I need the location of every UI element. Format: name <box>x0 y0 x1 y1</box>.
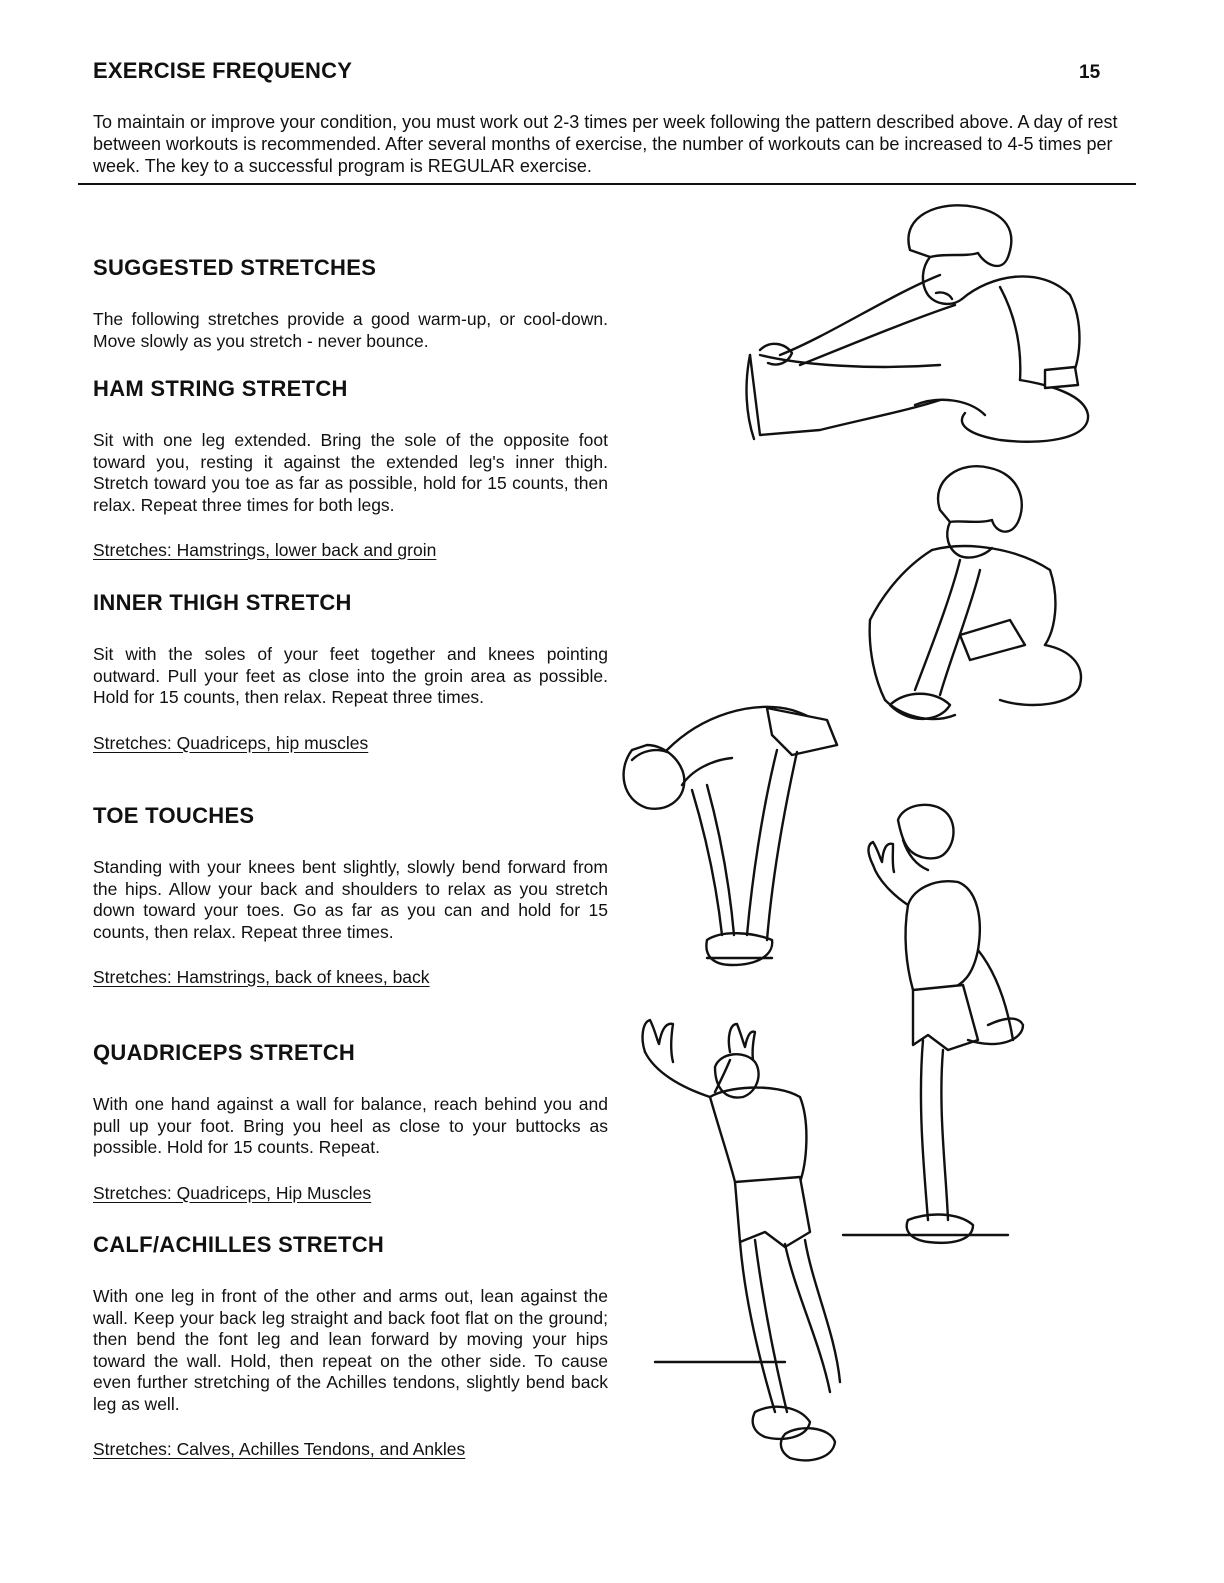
hamstring-stretches-label: Stretches: Hamstrings, lower back and groin <box>93 540 437 560</box>
toe-touches-heading: TOE TOUCHES <box>93 803 255 828</box>
suggested-stretches-text: The following stretches provide a good warm-up, or cool-down. Move slowly as you stretch - never bounce. <box>93 309 608 351</box>
wall-calf-stretch-illustration <box>635 1012 845 1482</box>
toe-touches-stretches-label: Stretches: Hamstrings, back of knees, back <box>93 967 430 987</box>
calf-achilles-text: With one leg in front of the other and arms out, lean against the wall. Keep your back leg straight and back foot flat on the ground; then bend the font leg and lean forward by moving your hips toward the wall. Hold, then repeat on the other side. To cause even further stretching of the Achilles tendons, slightly bend back leg as well. <box>93 1286 608 1414</box>
seated-hamstring-stretch-illustration <box>740 195 1100 455</box>
page-number: 15 <box>1079 62 1101 83</box>
hamstring-text: Sit with one leg extended. Bring the sole of the opposite foot toward you, resting it against the extended leg's inner thigh. Stretch toward you toe as far as possible, hold for 15 counts, then relax. Repeat three times for both legs. <box>93 430 608 515</box>
calf-achilles-section <box>93 1232 608 1460</box>
divider-rule <box>78 183 1136 185</box>
inner-thigh-stretches-label: Stretches: Quadriceps, hip muscles <box>93 732 369 753</box>
seated-inner-thigh-stretch-illustration <box>860 460 1090 735</box>
inner-thigh-text: Sit with the soles of your feet together and knees pointing outward. Pull your feet as close into the groin area as possible. Hold for 15 counts, then relax. Repeat three times. <box>93 644 608 707</box>
hamstring-section <box>93 376 608 561</box>
quadriceps-heading: QUADRICEPS STRETCH <box>93 1040 356 1065</box>
suggested-stretches-heading: SUGGESTED STRETCHES <box>93 255 377 280</box>
calf-achilles-stretches-label: Stretches: Calves, Achilles Tendons, and Ankles <box>93 1439 466 1459</box>
toe-touches-text: Standing with your knees bent slightly, slowly bend forward from the hips. Allow your back and shoulders to relax as you stretch down toward your toes. Go as far as you can and hold for 15 counts, then relax. Repeat three times. <box>93 857 608 942</box>
inner-thigh-section <box>93 590 608 754</box>
suggested-stretches-section <box>93 255 608 352</box>
quadriceps-stretches-label: Stretches: Quadriceps, Hip Muscles <box>93 1182 372 1203</box>
intro-paragraph: To maintain or improve your condition, you must work out 2-3 times per week following the pattern described above. A day of rest between workouts is recommended. After several months of exercise, the number of workouts can be increased to 4-5 times per week. The key to a successful program is REGULAR exercise. <box>93 112 1118 176</box>
standing-quadriceps-stretch-illustration <box>838 800 1038 1255</box>
quadriceps-section <box>93 1040 608 1204</box>
page-title: EXERCISE FREQUENCY <box>93 58 353 83</box>
calf-achilles-heading: CALF/ACHILLES STRETCH <box>93 1232 385 1257</box>
toe-touches-section <box>93 803 608 988</box>
standing-toe-touch-illustration <box>612 690 847 980</box>
hamstring-heading: HAM STRING STRETCH <box>93 376 348 401</box>
quadriceps-text: With one hand against a wall for balance, reach behind you and pull up your foot. Bring you heel as close to your buttocks as possible. Hold for 15 counts. Repeat. <box>93 1094 608 1157</box>
inner-thigh-heading: INNER THIGH STRETCH <box>93 590 352 615</box>
